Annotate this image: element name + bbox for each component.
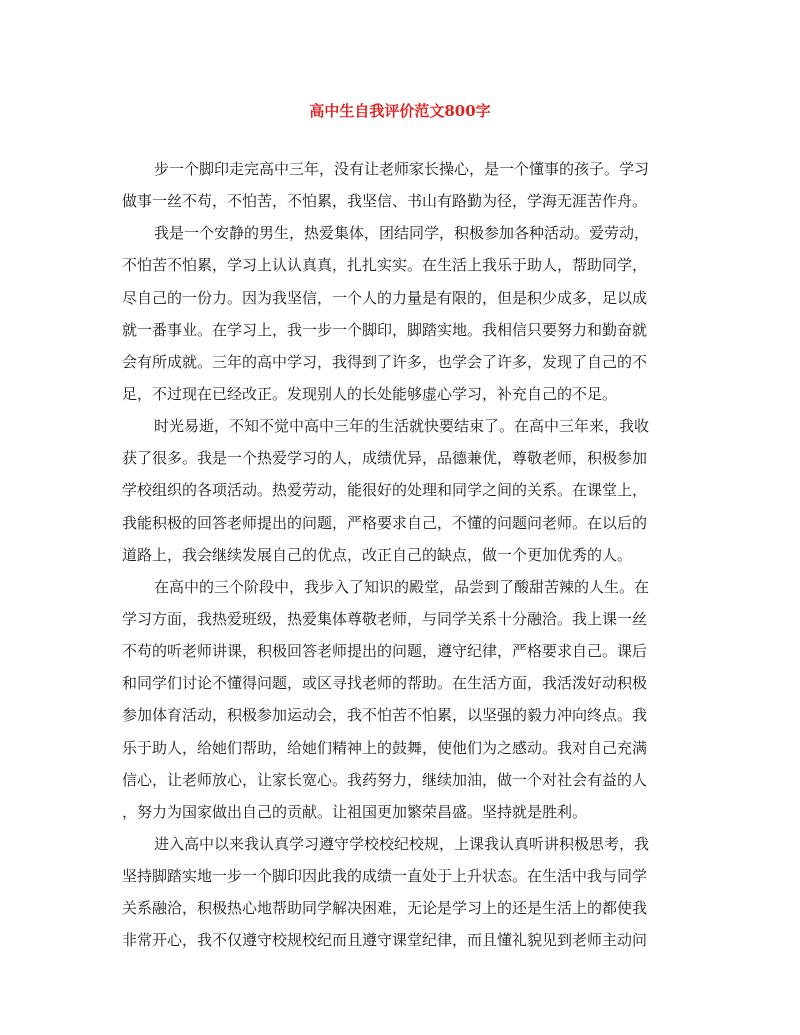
paragraph-line: 关系融洽，积极热心地帮助同学解决困难，无论是学习上的还是生活上的都使我 (122, 899, 648, 918)
paragraph-line: 做事一丝不苟，不怕苦，不怕累，我坚信、书山有路勤为径，学海无涯苦作舟。 (122, 192, 648, 211)
document-title: 高中生自我评价范文800字 (309, 102, 491, 120)
paragraph-line: 乐于助人，给她们帮助，给她们精神上的鼓舞，使他们为之感动。我对自己充满 (122, 738, 648, 757)
paragraph-line: 在高中的三个阶段中，我步入了知识的殿堂，品尝到了酸甜苦辣的人生。在 (154, 577, 650, 596)
paragraph-line: 非常开心，我不仅遵守校规校纪而且遵守课堂纪律，而且懂礼貌见到老师主动问 (122, 931, 648, 950)
paragraph-line: 不怕苦不怕累，学习上认认真真，扎扎实实。在生活上我乐于助人，帮助同学， (122, 256, 648, 275)
paragraph-line: 不苟的听老师讲课，积极回答老师提出的问题，遵守纪律，严格要求自己。课后 (122, 642, 648, 661)
paragraph-line: 尽自己的一份力。因为我坚信，一个人的力量是有限的，但是积少成多，足以成 (122, 288, 648, 307)
paragraph-line: 步一个脚印走完高中三年，没有让老师家长操心，是一个懂事的孩子。学习 (154, 160, 650, 178)
paragraph (122, 217, 682, 410)
paragraph-line: 参加体育活动，积极参加运动会，我不怕苦不怕累，以坚强的毅力冲向终点。我 (122, 706, 648, 725)
paragraph (122, 571, 682, 828)
paragraph-line: 会有所成就。三年的高中学习，我得到了许多，也学会了许多，发现了自己的不 (122, 352, 648, 371)
paragraph-line: 坚持脚踏实地一步一个脚印因此我的成绩一直处于上升状态。在生活中我与同学 (122, 867, 648, 886)
paragraph-line: 和同学们讨论不懂得问题，或区寻找老师的帮助。在生活方面，我活泼好动积极 (122, 674, 648, 693)
paragraph-line: 学习方面，我热爱班级，热爱集体尊敬老师，与同学关系十分融洽。我上课一丝 (122, 609, 648, 628)
paragraph (122, 153, 682, 217)
paragraph-line: 道路上，我会继续发展自己的优点，改正自己的缺点，做一个更加优秀的人。 (122, 545, 633, 564)
paragraph-line: 足，不过现在已经改正。发现别人的长处能够虚心学习，补充自己的不足。 (122, 384, 618, 403)
paragraph-line: 学校组织的各项活动。热爱劳动，能很好的处理和同学之间的关系。在课堂上， (122, 481, 648, 500)
paragraph-line: 我是一个安静的男生，热爱集体，团结同学，积极参加各种活动。爱劳动， (154, 224, 650, 243)
paragraph (122, 828, 682, 957)
paragraph-line: 就一番事业。在学习上，我一步一个脚印，脚踏实地。我相信只要努力和勤奋就 (122, 320, 648, 339)
document-body (122, 153, 682, 957)
paragraph-line: 时光易逝，不知不觉中高中三年的生活就快要结束了。在高中三年来，我收 (154, 417, 650, 436)
paragraph-line: ，努力为国家做出自己的贡献。让祖国更加繁荣昌盛。坚持就是胜利。 (122, 802, 588, 821)
paragraph-line: 进入高中以来我认真学习遵守学校校纪校规，上课我认真听讲积极思考，我 (154, 834, 650, 853)
paragraph-line: 获了很多。我是一个热爱学习的人，成绩优异，品德兼优，尊敬老师，积极参加 (122, 449, 648, 468)
paragraph (122, 410, 682, 571)
paragraph-line: 我能积极的回答老师提出的问题，严格要求自己，不懂的问题问老师。在以后的 (122, 513, 648, 532)
paragraph-line: 信心，让老师放心，让家长宽心。我药努力，继续加油，做一个对社会有益的人 (122, 770, 648, 789)
